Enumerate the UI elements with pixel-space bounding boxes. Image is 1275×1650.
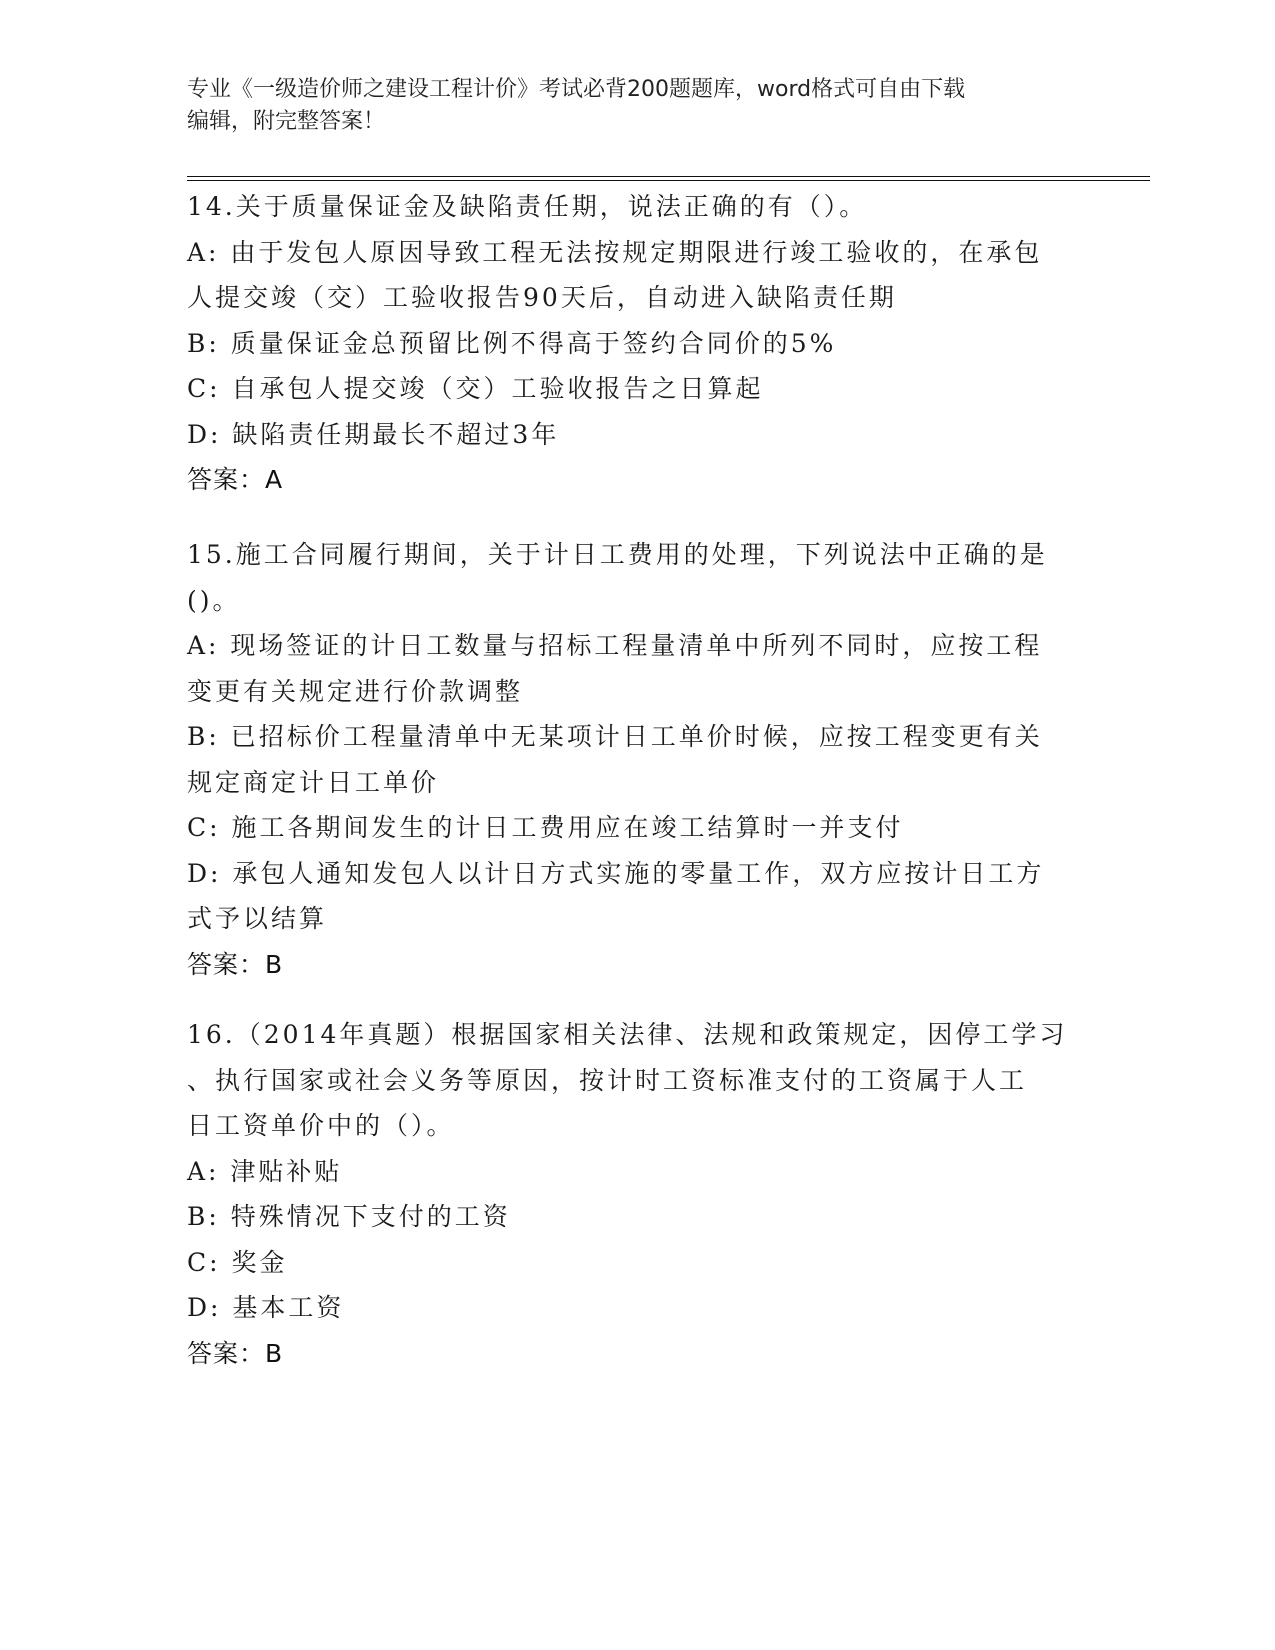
question-14	[187, 184, 1087, 503]
option-b: B: 质量保证金总预留比例不得高于签约合同价的5%	[187, 328, 837, 358]
header-divider	[187, 176, 1150, 181]
option-b-line-1: B: 已招标价工程量清单中无某项计日工单价时候，应按工程变更有关	[187, 722, 1043, 751]
option-a-line-1: A: 由于发包人原因导致工程无法按规定期限进行竣工验收的，在承包	[187, 237, 1043, 267]
option-d-line-2: 式予以结算	[187, 904, 328, 933]
option-d-line-1: D: 承包人通知发包人以计日方式实施的零量工作，双方应按计日工方	[187, 858, 1045, 888]
question-stem-line-2: 、执行国家或社会义务等原因，按计时工资标准支付的工资属于人工	[187, 1065, 1028, 1095]
question-stem-line-3: 日工资单价中的（）。	[187, 1111, 455, 1140]
option-a-line-1: A: 现场签证的计日工数量与招标工程量清单中所列不同时，应按工程	[187, 631, 1043, 660]
document-header	[187, 74, 1067, 138]
option-d: D: 缺陷责任期最长不超过3年	[187, 419, 560, 449]
option-a: A: 津贴补贴	[187, 1156, 343, 1186]
header-line-1: 专业《一级造价师之建设工程计价》考试必背200题题库，word格式可自由下载	[187, 77, 966, 102]
answer-label: 答案：B	[187, 949, 284, 979]
header-line-2: 编辑，附完整答案！	[187, 109, 386, 134]
question-stem-line-1: 16.（2014年真题）根据国家相关法律、法规和政策规定，因停工学习	[187, 1020, 1068, 1049]
answer-label: 答案：A	[187, 465, 284, 494]
option-c: C: 奖金	[187, 1247, 288, 1277]
option-c: C: 自承包人提交竣（交）工验收报告之日算起	[187, 374, 764, 403]
question-16	[187, 1012, 1087, 1376]
question-stem-line-2: ()。	[187, 585, 241, 615]
answer-label: 答案：B	[187, 1338, 284, 1368]
option-a-line-2: 人提交竣（交）工验收报告90天后，自动进入缺陷责任期	[187, 283, 897, 312]
question-15	[187, 532, 1087, 987]
option-c: C: 施工各期间发生的计日工费用应在竣工结算时一并支付	[187, 813, 904, 842]
question-stem-line-1: 15.施工合同履行期间，关于计日工费用的处理，下列说法中正确的是	[187, 540, 1048, 569]
option-d: D: 基本工资	[187, 1293, 345, 1322]
option-b: B: 特殊情况下支付的工资	[187, 1202, 511, 1231]
option-a-line-2: 变更有关规定进行价款调整	[187, 676, 524, 706]
question-stem: 14.关于质量保证金及缺陷责任期，说法正确的有（）。	[187, 192, 868, 221]
option-b-line-2: 规定商定计日工单价	[187, 767, 440, 797]
